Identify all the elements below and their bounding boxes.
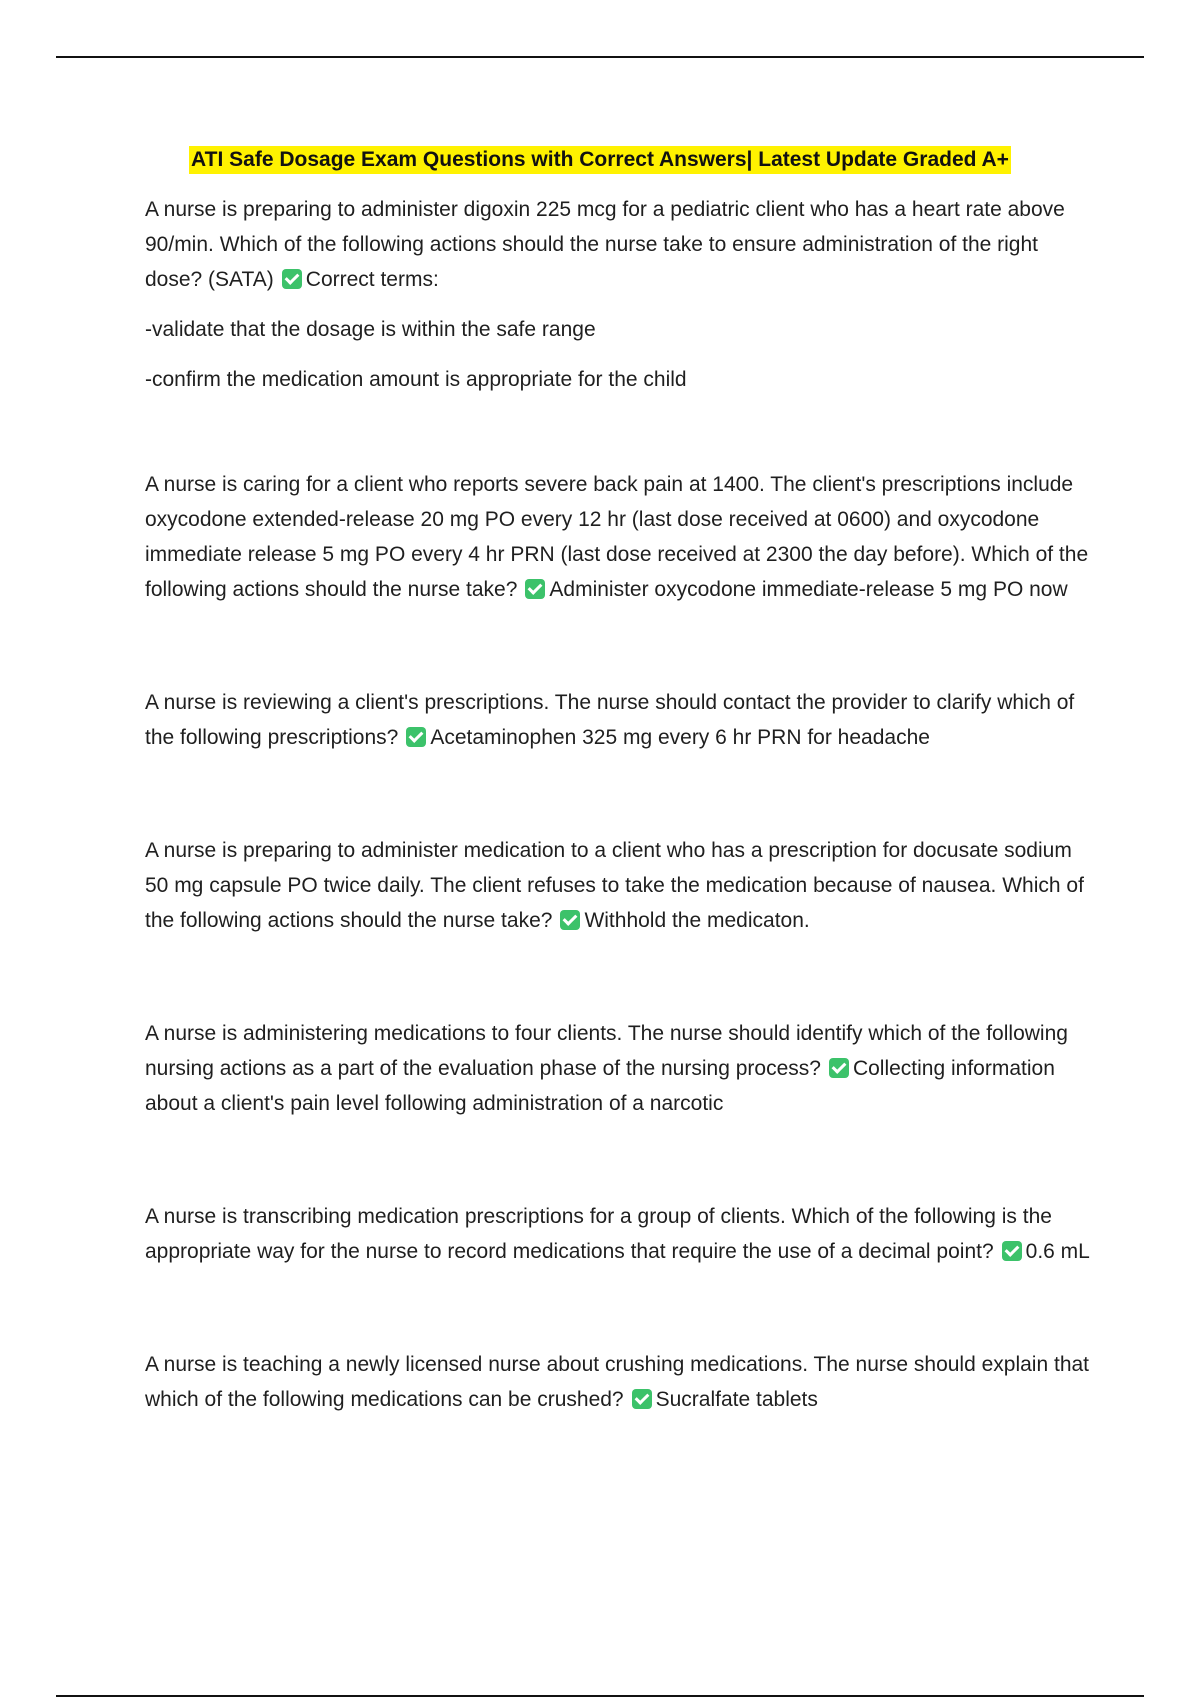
- qa-item: [145, 1199, 1095, 1269]
- question-text: A nurse is teaching a newly licensed nurse about crushing medications. The nurse should explain that which of the following medications can be crushed?: [145, 1353, 1090, 1411]
- check-mark-icon: [406, 727, 426, 747]
- document-title: ATI Safe Dosage Exam Questions with Correct Answers| Latest Update Graded A+: [189, 146, 1011, 174]
- question-text: A nurse is administering medications to four clients. The nurse should identify which of the following nursing actions as a part of the evaluation phase of the nursing process?: [145, 1022, 1068, 1080]
- question-text: A nurse is transcribing medication prescriptions for a group of clients. Which of the following is the appropriate way for the nurse to record medications that require the use of a decimal point?: [145, 1205, 1052, 1263]
- footer-rule: [56, 1695, 1144, 1697]
- qa-item: [145, 192, 1095, 397]
- question-text: A nurse is preparing to administer digoxin 225 mcg for a pediatric client who has a heart rate above 90/min. Which of the following actions should the nurse take to ensure administration of the right dose? (SATA): [145, 198, 1065, 291]
- qa-item: [145, 1347, 1095, 1417]
- header-rule: [56, 56, 1144, 58]
- qa-item: [145, 467, 1095, 607]
- qa-paragraph: [145, 1016, 1095, 1121]
- answer-text: Collecting information about a client's pain level following administration of a narcotic: [145, 1057, 1055, 1115]
- answer-text: Administer oxycodone immediate-release 5 mg PO now: [549, 578, 1068, 601]
- check-mark-icon: [1002, 1241, 1022, 1261]
- qa-paragraph: [145, 685, 1095, 755]
- check-mark-icon: [525, 579, 545, 599]
- title-container: [0, 146, 1200, 174]
- question-text: A nurse is reviewing a client's prescriptions. The nurse should contact the provider to clarify which of the following prescriptions?: [145, 691, 1075, 749]
- question-text: A nurse is preparing to administer medication to a client who has a prescription for docusate sodium 50 mg capsule PO twice daily. The client refuses to take the medication because of nausea. Which of the following actions should the nurse take?: [145, 839, 1084, 932]
- qa-paragraph: [145, 833, 1095, 938]
- qa-paragraph: [145, 467, 1095, 607]
- qa-paragraph: [145, 192, 1095, 297]
- answer-text: Correct terms:: [305, 268, 439, 291]
- qa-item: [145, 833, 1095, 938]
- answer-text: 0.6 mL: [1025, 1240, 1090, 1263]
- qa-item: [145, 685, 1095, 755]
- answer-text: Sucralfate tablets: [655, 1388, 818, 1411]
- answer-detail: -confirm the medication amount is appropriate for the child: [145, 368, 687, 391]
- document-body: [145, 192, 1095, 1495]
- qa-item: [145, 1016, 1095, 1121]
- check-mark-icon: [632, 1389, 652, 1409]
- question-text: A nurse is caring for a client who reports severe back pain at 1400. The client's prescriptions include oxycodone extended-release 20 mg PO every 12 hr (last dose received at 0600) and oxycodone immediate release 5 mg PO every 4 hr PRN (last dose received at 2300 the day before). Which of the following actions should the nurse take?: [145, 473, 1089, 601]
- check-mark-icon: [829, 1058, 849, 1078]
- answer-text: Withhold the medicaton.: [584, 909, 810, 932]
- qa-paragraph: [145, 1347, 1095, 1417]
- check-mark-icon: [282, 269, 302, 289]
- answer-detail: -validate that the dosage is within the safe range: [145, 318, 596, 341]
- answer-text: Acetaminophen 325 mg every 6 hr PRN for headache: [430, 726, 930, 749]
- qa-paragraph: [145, 1199, 1095, 1269]
- check-mark-icon: [560, 910, 580, 930]
